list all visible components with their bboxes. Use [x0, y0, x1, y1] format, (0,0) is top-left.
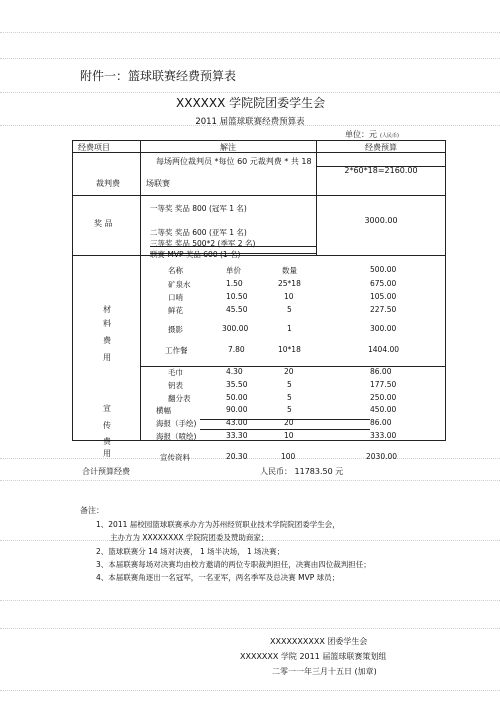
notes-title: 备注：	[80, 506, 104, 515]
table-row-name: 口哨	[168, 293, 183, 302]
table-row-qty: 5	[287, 305, 292, 314]
unit-sub: (人民币)	[380, 133, 399, 139]
referee-budget: 2*60*18=2160.00	[344, 166, 418, 175]
table-row-amount: 105.00	[370, 292, 397, 301]
table-row-price: 35.50	[226, 380, 248, 389]
table-row-name: 工作餐	[165, 346, 188, 355]
total-value: 人民币： 11783.50 元	[260, 467, 344, 476]
table-row-qty: 10*18	[278, 345, 301, 354]
table-row-name: 横幅	[156, 406, 171, 415]
col-price: 单价	[226, 266, 241, 275]
table-row-amount: 300.00	[370, 324, 397, 333]
table-row-amount: 675.00	[370, 279, 397, 288]
prize-label: 奖 品	[94, 219, 113, 228]
referee-desc-2: 场联赛	[146, 179, 170, 188]
header-budget: 经费预算	[365, 143, 397, 152]
materials-label-4: 用	[103, 353, 111, 362]
col-name: 名称	[168, 266, 183, 275]
col-qty: 数量	[282, 266, 297, 275]
table-row-price: 4.30	[226, 367, 243, 376]
table-row-name: 毛巾	[168, 368, 183, 377]
table-row-price: 300.00	[222, 324, 249, 333]
promo-label-2: 传	[103, 421, 111, 430]
table-row-price: 45.50	[226, 305, 248, 314]
table-row-qty: 1	[287, 324, 292, 333]
note-line-4: 3、本届联赛每场对决赛均由校方邀请的两位专职裁判担任，决赛由四位裁判担任；	[96, 560, 371, 569]
table-row-qty: 5	[287, 393, 292, 402]
referee-label: 裁判费	[96, 179, 120, 188]
table-row-amount: 2030.00	[366, 452, 398, 461]
table-row-name: 矿泉水	[168, 280, 191, 289]
table-row-name: 海报（喷绘)	[156, 432, 197, 441]
materials-label-1: 材	[103, 305, 111, 314]
total-label: 合计预算经费	[82, 467, 130, 476]
table-row-name: 海报（手绘)	[156, 419, 197, 428]
materials-label-3: 费	[103, 336, 111, 345]
header-desc: 解注	[220, 143, 236, 152]
prize-line-3: 三等奖 奖品 500*2 (季军 2 名)	[150, 239, 256, 248]
table-row-price: 7.80	[228, 345, 245, 354]
table-row-name: 鲜花	[168, 306, 183, 315]
promo-label-4: 用	[103, 449, 111, 458]
promo-label-1: 宣	[103, 404, 111, 413]
table-title: 2011 届篮球联赛经费预算表	[195, 117, 305, 127]
prize-line-1: 一等奖 奖品 800 (冠军 1 名)	[150, 204, 247, 213]
attachment-title: 附件一：篮球联赛经费预算表	[80, 69, 237, 83]
signature-line-1: XXXXXXXXXX 团委学生会	[270, 637, 368, 646]
materials-label-2: 料	[103, 319, 111, 328]
note-line-3: 2、篮球联赛分 14 场对决赛， 1 场半决场， 1 场决赛；	[96, 547, 285, 556]
table-row-qty: 10	[284, 292, 294, 301]
prize-line-4: 联赛 MVP 奖品 600 (1 名)	[150, 250, 241, 259]
table-row-amount: 250.00	[370, 393, 397, 402]
table-row-name: 钥表	[168, 381, 183, 390]
table-row-qty: 20	[284, 367, 294, 376]
table-row-qty: 10	[284, 431, 294, 440]
col-amount: 500.00	[370, 265, 397, 274]
prize-line-2: 二等奖 奖品 600 (亚军 1 名)	[150, 228, 247, 237]
table-row-price: 10.50	[226, 292, 248, 301]
unit-label: 单位：元	[345, 130, 377, 139]
table-row-qty: 5	[287, 405, 292, 414]
table-row-name: 宣传资料	[160, 453, 190, 462]
table-row-amount: 1404.00	[368, 345, 400, 354]
signature-line-2: XXXXXXX 学院 2011 届篮球联赛策划组	[240, 652, 387, 661]
header-item: 经费项目	[78, 143, 110, 152]
note-line-5: 4、本届联赛角逐出一名冠军，一名亚军，两名季军及总决赛 MVP 球员；	[96, 573, 340, 582]
table-row-amount: 86.00	[370, 418, 392, 427]
table-row-amount: 333.00	[370, 431, 397, 440]
promo-label-3: 费	[103, 437, 111, 446]
note-line-2: 主办方为 XXXXXXXX 学院院团委及赞助商家；	[110, 533, 269, 542]
table-row-price: 20.30	[226, 452, 248, 461]
prize-budget: 3000.00	[364, 216, 398, 225]
table-row-amount: 86.00	[370, 367, 392, 376]
referee-desc-1: 每场两位裁判员 *每位 60 元裁判费 * 共 18	[156, 157, 312, 166]
note-line-1: 1、2011 届校园篮球联赛承办方为苏州经贸职业技术学院院团委学生会，	[96, 520, 340, 529]
table-row-price: 90.00	[226, 405, 248, 414]
table-row-price: 43.00	[226, 418, 248, 427]
table-row-qty: 5	[287, 380, 292, 389]
table-row-qty: 100	[281, 452, 296, 461]
signature-date: 二零一一年三月十五日 (加章)	[272, 667, 377, 676]
table-row-qty: 20	[284, 418, 294, 427]
table-row-name: 摄影	[168, 325, 183, 334]
table-row-amount: 177.50	[370, 380, 397, 389]
table-row-name: 翻分表	[168, 394, 191, 403]
table-row-price: 1.50	[226, 279, 243, 288]
table-row-price: 33.30	[226, 431, 248, 440]
table-row-amount: 227.50	[370, 305, 397, 314]
table-row-qty: 25*18	[278, 279, 301, 288]
table-row-amount: 450.00	[370, 405, 397, 414]
table-row-price: 50.00	[226, 393, 248, 402]
org-name: XXXXXX 学院院团委学生会	[176, 96, 326, 110]
